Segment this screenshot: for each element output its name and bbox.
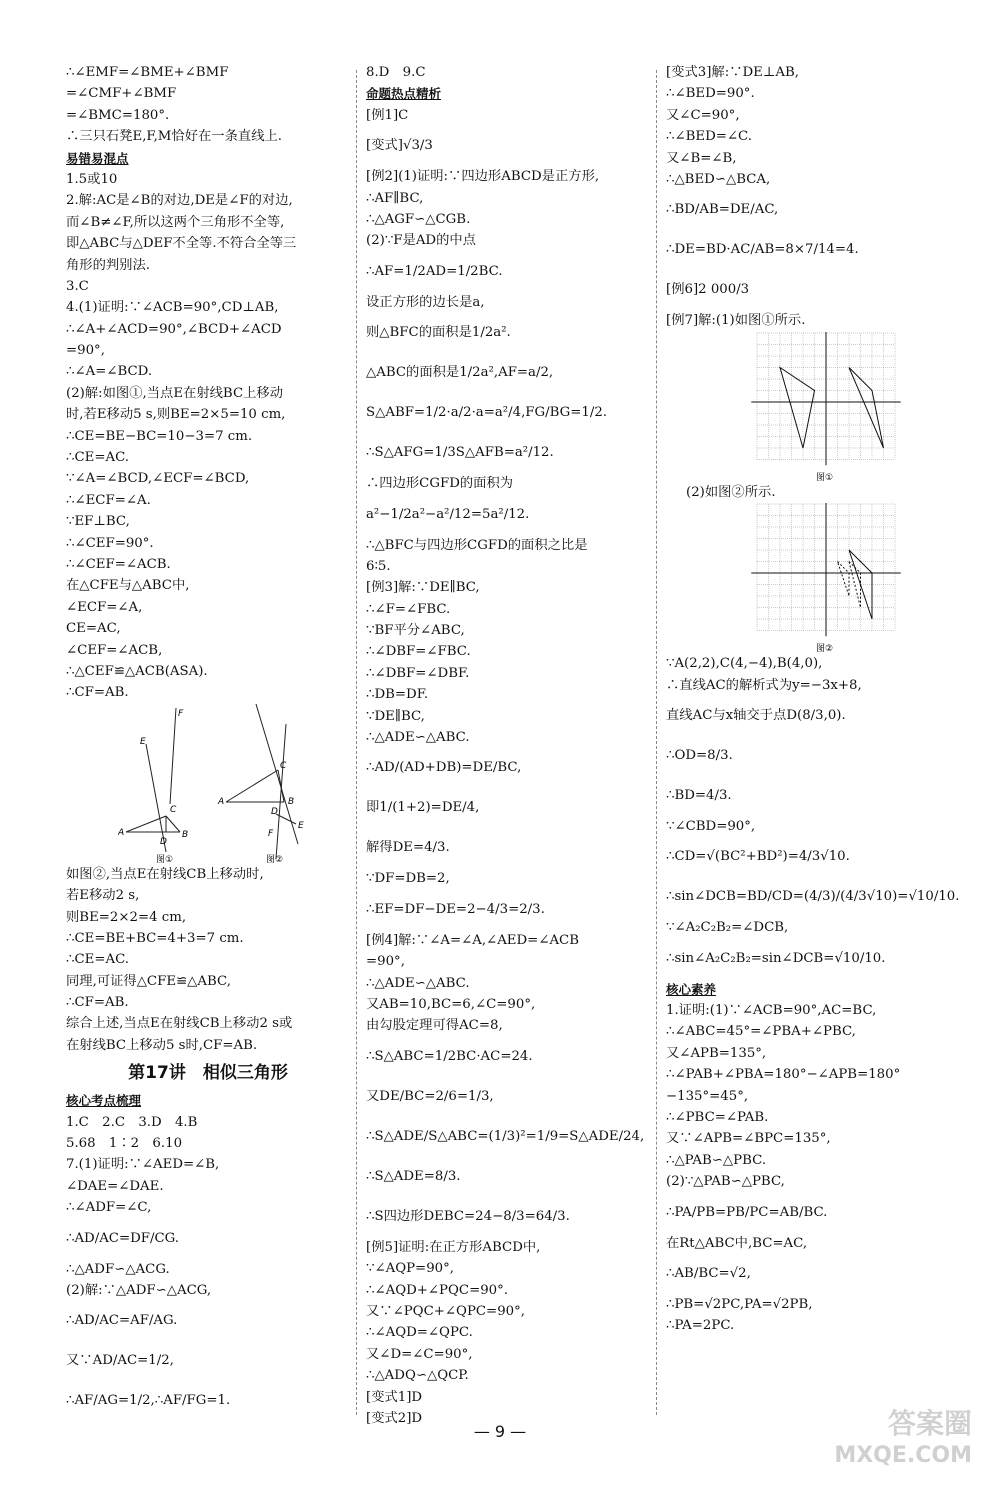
text-line: ∴CE=AC. <box>66 952 130 968</box>
triangle <box>838 562 850 597</box>
text-line: (2)∵△PAB∽△PBC, <box>666 1174 785 1190</box>
column-3 <box>666 62 960 1337</box>
fig2-label-c: C <box>280 760 287 771</box>
text-line: 综合上述,当点E在射线CB上移动2 s或 <box>66 1016 293 1032</box>
triangle <box>780 367 815 448</box>
text-line: ∴AD/(AD+DB)=DE/BC, <box>366 760 522 776</box>
text-line: ∴∠ABC=45°=∠PBA+∠PBC, <box>666 1024 856 1040</box>
text-line: [变式1]D <box>366 1389 423 1405</box>
figure-2 <box>216 704 326 864</box>
watermark-line: MXQE.COM <box>834 1443 972 1468</box>
fig1-label-c: C <box>170 804 177 815</box>
text-line: ∴S△ADE=8/3. <box>366 1168 461 1184</box>
text-line: [例6]2 000/3 <box>666 282 750 298</box>
text-line: ∴DB=DF. <box>366 687 429 703</box>
coordinate-grid-1 <box>746 332 906 482</box>
text-line: [例3]解:∵DE∥BC, <box>366 580 480 596</box>
fig2-label-b: B <box>288 796 295 807</box>
text-line: (2)∵F是AD的中点 <box>366 233 476 249</box>
text-line: S△ABF=1/2·a/2·a=a²/4,FG/BG=1/2. <box>366 405 608 421</box>
text-line: [例2](1)证明:∵四边形ABCD是正方形, <box>366 169 600 185</box>
text-line: ∴BD=4/3. <box>666 787 732 803</box>
text-line: ∵∠CBD=90°, <box>666 818 756 834</box>
text-line: 又∠C=90°, <box>666 107 740 123</box>
section-heading: 核心素养 <box>666 981 717 997</box>
text-line: 2.解:AC是∠B的对边,DE是∠F的对边, <box>66 193 293 209</box>
text-line: (2)解:∵△ADF∽△ACG, <box>66 1282 212 1298</box>
watermark-line: 答案圈 <box>887 1407 972 1440</box>
section-heading: 命题热点精析 <box>366 86 442 102</box>
chapter-title: 第17讲 相似三角形 <box>128 1063 288 1084</box>
text-line: 又DE/BC=2/6=1/3, <box>366 1088 494 1104</box>
text-line: 在射线BC上移动5 s时,CF=AB. <box>66 1037 258 1053</box>
text-line: ∴∠PAB+∠PBA=180°−∠APB=180° <box>666 1067 901 1083</box>
text-line: 同理,可证得△CFE≌△ABC, <box>66 973 231 989</box>
text-line: ∴直线AC的解析式为y=−3x+8, <box>666 677 862 693</box>
text-line: ∴S△AFG=1/3S△AFB=a²/12. <box>366 445 554 461</box>
text-line: ∵∠AQP=90°, <box>366 1261 454 1277</box>
text-line: ∵∠A₂C₂B₂=∠DCB, <box>666 920 789 936</box>
text-line: △ABC的面积是1/2a²,AF=a/2, <box>366 365 554 381</box>
text-line: 则BE=2×2=4 cm, <box>66 909 187 925</box>
grid1-caption: 图① <box>816 472 834 482</box>
text-line: ∴AF∥BC, <box>366 190 424 206</box>
text-line: ∴∠A=∠BCD. <box>66 364 153 380</box>
grid-note: (2)如图②所示. <box>686 484 776 500</box>
text-line: 又∵∠PQC+∠QPC=90°, <box>366 1303 525 1319</box>
text-line: ∴三只石凳E,F,M恰好在一条直线上. <box>66 129 283 145</box>
col2-block <box>366 62 650 1429</box>
text-line: ∴∠CEF=90°. <box>66 535 154 551</box>
text-line: ∴△BED∽△BCA, <box>666 171 771 187</box>
text-line: CE=AC, <box>66 621 121 637</box>
fig2-label-a: A <box>218 796 225 807</box>
text-line: ∵DE∥BC, <box>366 708 425 724</box>
text-line: ∴CF=AB. <box>66 995 129 1011</box>
text-line: ∴AF/AG=1/2,∴AF/FG=1. <box>66 1393 231 1409</box>
text-line: 3.C <box>66 278 89 294</box>
fig2-label-d: D <box>271 806 278 817</box>
text-line: ∴AD/AC=AF/AG. <box>66 1313 178 1329</box>
text-line: 又∠D=∠C=90°, <box>366 1346 473 1362</box>
text-line: 8.D 9.C <box>366 65 426 80</box>
text-line: ∴OD=8/3. <box>666 747 733 763</box>
text-line: ∴BD/AB=DE/AC, <box>666 202 779 218</box>
text-line: 6∶5. <box>366 558 391 574</box>
text-line: ∠CEF=∠ACB, <box>66 642 163 658</box>
text-line: ∴∠EMF=∠BME+∠BMF <box>66 65 229 80</box>
text-line: =∠BMC=180°. <box>66 107 170 123</box>
text-line: ∴∠AQD=∠QPC. <box>366 1325 473 1341</box>
text-line: ∴∠DBF=∠FBC. <box>366 644 471 660</box>
col3b-block <box>666 653 960 1337</box>
fig1-label-d: D <box>160 836 167 847</box>
text-line: =∠CMF+∠BMF <box>66 86 177 102</box>
text-line: ∴∠PBC=∠PAB. <box>666 1110 769 1126</box>
text-line: ∵EF⊥BC, <box>66 514 130 530</box>
text-line: ∴△CEF≌△ACB(ASA). <box>66 663 208 679</box>
text-line: ∴∠ADF=∠C, <box>66 1200 152 1216</box>
text-line: ∴S△ADE/S△ABC=(1/3)²=1/9=S△ADE/24, <box>366 1128 645 1144</box>
text-line: a²−1/2a²−a²/12=5a²/12. <box>366 506 530 522</box>
text-line: ∴PA=2PC. <box>666 1318 735 1334</box>
section-heading: 核心考点梳理 <box>66 1093 142 1109</box>
text-line: 1.5或10 <box>66 171 118 187</box>
text-line: [变式]√3/3 <box>366 138 433 154</box>
text-line: ∵DF=DB=2, <box>366 871 450 887</box>
text-line: ∴∠CEF=∠ACB. <box>66 556 171 572</box>
text-line: ∴∠BED=90°. <box>666 86 755 102</box>
watermark <box>834 1408 972 1472</box>
fig2-label-e: E <box>298 820 304 831</box>
fig1-label-b: B <box>182 829 189 840</box>
text-line: ∴CD=√(BC²+BD²)=4/3√10. <box>666 849 850 865</box>
text-line: ∴AD/AC=DF/CG. <box>66 1230 180 1246</box>
column-divider <box>356 70 357 1415</box>
text-line: ∴S△ABC=1/2BC·AC=24. <box>366 1048 533 1064</box>
text-line: 1.证明:(1)∵∠ACB=90°,AC=BC, <box>666 1003 877 1019</box>
text-line: 时,若E移动5 s,则BE=2×5=10 cm, <box>66 407 286 423</box>
text-line: ∴PB=√2PC,PA=√2PB, <box>666 1296 813 1312</box>
text-line: 而∠B≠∠F,所以这两个三角形不全等, <box>66 214 285 230</box>
text-line: 若E移动2 s, <box>66 888 140 904</box>
text-line: [例1]C <box>366 107 409 123</box>
text-line: ∵BF平分∠ABC, <box>366 623 465 639</box>
text-line: (2)解:如图①,当点E在射线BC上移动 <box>66 385 284 401</box>
text-line: ∴CE=BE−BC=10−3=7 cm. <box>66 428 253 444</box>
triangle <box>849 367 884 448</box>
text-line: ∴△ADE∽△ABC. <box>366 730 470 746</box>
text-line: 则△BFC的面积是1/2a². <box>366 325 511 341</box>
text-line: [例4]解:∵∠A=∠A,∠AED=∠ACB <box>366 932 580 948</box>
column-1 <box>66 62 350 1421</box>
text-line: ∴DE=BD·AC/AB=8×7/14=4. <box>666 242 859 258</box>
text-line: ∴S四边形DEBC=24−8/3=64/3. <box>366 1208 570 1224</box>
text-line: ∴AF=1/2AD=1/2BC. <box>366 263 503 279</box>
text-line: −135°=45°, <box>666 1088 749 1104</box>
text-line: ∴sin∠A₂C₂B₂=sin∠DCB=√10/10. <box>666 950 886 966</box>
text-line: 直线AC与x轴交于点D(8/3,0). <box>666 707 846 723</box>
text-line: 又∠B=∠B, <box>666 150 737 166</box>
text-line: ∴∠F=∠FBC. <box>366 601 451 617</box>
text-line: 又∵AD/AC=1/2, <box>66 1353 174 1369</box>
text-line: 7.(1)证明:∵∠AED=∠B, <box>66 1157 220 1173</box>
section-heading: 易错易混点 <box>66 150 129 166</box>
text-line: ∴△BFC与四边形CGFD的面积之比是 <box>366 537 588 553</box>
text-line: [例7]解:(1)如图①所示. <box>666 313 806 329</box>
page-number: — 9 — <box>473 1422 527 1441</box>
text-line: ∴CF=AB. <box>66 685 129 701</box>
text-line: ∠ECF=∠A, <box>66 599 143 615</box>
fig1-label-a: A <box>118 827 125 838</box>
column-2 <box>366 62 650 1429</box>
col1-block <box>66 62 350 704</box>
text-line: ∴∠A+∠ACD=90°,∠BCD+∠ACD <box>66 321 282 337</box>
figures-row <box>66 704 350 864</box>
grid2-caption: 图② <box>816 644 834 654</box>
text-line: 解得DE=4/3. <box>366 840 450 856</box>
text-line: [例5]证明:在正方形ABCD中, <box>366 1239 541 1255</box>
text-line: ∴△ADF∽△ACG. <box>66 1261 170 1277</box>
text-line: 4.(1)证明:∵∠ACB=90°,CD⊥AB, <box>66 300 279 316</box>
text-line: ∴∠ECF=∠A. <box>66 492 151 508</box>
text-line: ∴∠BED=∠C. <box>666 129 752 145</box>
text-line: ∴∠DBF=∠DBF. <box>366 665 470 681</box>
text-line: [变式2]D <box>366 1410 423 1426</box>
text-line: 设正方形的边长是a, <box>366 294 485 310</box>
coordinate-grid-2 <box>746 503 906 653</box>
col1b-block <box>66 864 350 1057</box>
column-divider <box>656 70 657 1415</box>
fig1-caption: 图① <box>156 854 174 864</box>
text-line: 即1/(1+2)=DE/4, <box>366 800 480 816</box>
text-line: ∴四边形CGFD的面积为 <box>366 476 514 492</box>
text-line: ∵∠A=∠BCD,∠ECF=∠BCD, <box>66 471 250 487</box>
text-line: ∴EF=DF−DE=2−4/3=2/3. <box>366 901 545 917</box>
text-line: 5.68 1∶2 6.10 <box>66 1136 183 1152</box>
text-line: ∴∠AQD+∠PQC=90°. <box>366 1282 509 1298</box>
col1c-block <box>66 1090 350 1421</box>
text-line: =90°, <box>66 343 105 359</box>
text-line: 由勾股定理可得AC=8, <box>366 1018 503 1034</box>
text-line: [变式3]解:∵DE⊥AB, <box>666 65 799 80</box>
col3a-block <box>666 62 956 332</box>
text-line: 即△ABC与△DEF不全等.不符合全等三 <box>66 236 297 252</box>
text-line: ∴△ADE∽△ABC. <box>366 975 470 991</box>
text-line: ∴△ADQ∽△QCP. <box>366 1368 469 1384</box>
text-line: ∴△PAB∽△PBC. <box>666 1152 767 1168</box>
fig2-label-f: F <box>268 828 274 839</box>
text-line: ∴AB/BC=√2, <box>666 1265 751 1281</box>
text-line: ∴sin∠DCB=BD/CD=(4/3)/(4/3√10)=√10/10. <box>666 889 960 905</box>
text-line: 角形的判别法. <box>66 257 151 273</box>
text-line: =90°, <box>366 954 405 970</box>
text-line: 又∵∠APB=∠BPC=135°, <box>666 1131 831 1147</box>
text-line: 1.C 2.C 3.D 4.B <box>66 1114 198 1130</box>
text-line: ∴CE=AC. <box>66 450 130 466</box>
text-line: 在△CFE与△ABC中, <box>66 578 190 594</box>
figure-1 <box>118 704 218 864</box>
text-line: ∴△AGF∽△CGB. <box>366 211 471 227</box>
text-line: ∴CE=BE+BC=4+3=7 cm. <box>66 930 244 946</box>
text-line: ∵A(2,2),C(4,−4),B(4,0), <box>666 656 823 672</box>
fig1-label-e: E <box>140 736 146 747</box>
text-line: ∴PA/PB=PB/PC=AB/BC. <box>666 1204 828 1220</box>
text-line: 又AB=10,BC=6,∠C=90°, <box>366 996 536 1012</box>
fig2-caption: 图② <box>266 854 284 864</box>
fig1-label-f: F <box>178 708 184 719</box>
text-line: 如图②,当点E在射线CB上移动时, <box>66 866 264 882</box>
text-line: 在Rt△ABC中,BC=AC, <box>666 1235 808 1251</box>
text-line: 又∠APB=135°, <box>666 1045 767 1061</box>
text-line: ∠DAE=∠DAE. <box>66 1178 164 1194</box>
